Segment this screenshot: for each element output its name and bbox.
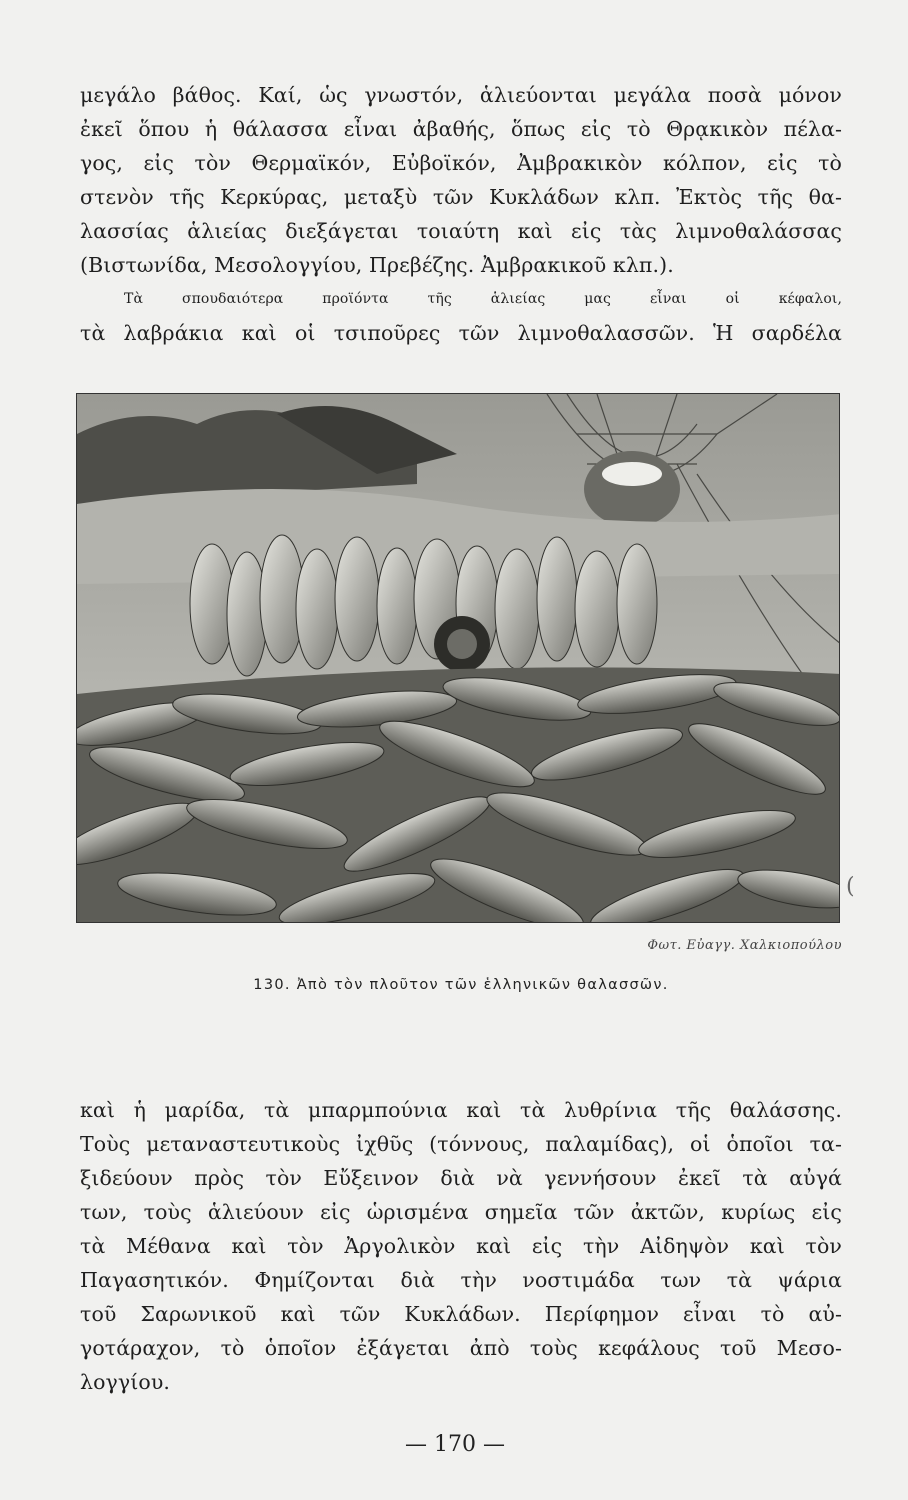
text-line: (Βιστωνίδα, Μεσολογγίου, Πρεβέζης. Ἀμβρακικοῦ κλπ.). (80, 253, 674, 277)
text-line: τοῦ Σαρωνικοῦ καὶ τῶν Κυκλάδων. Περίφημον εἶναι τὸ αὐ- (80, 1302, 842, 1326)
text-line: στενὸν τῆς Κερκύρας, μεταξὺ τῶν Κυκλάδων κλπ. Ἐκτὸς τῆς θα- (80, 185, 842, 209)
text-line: καὶ ἡ μαρίδα, τὰ μπαρμπούνια καὶ τὰ λυθρίνια τῆς θαλάσσης. (80, 1098, 842, 1122)
text-line: Τοὺς μεταναστευτικοὺς ἰχθῦς (τόννους, παλαμίδας), οἱ ὁποῖοι τα- (80, 1132, 842, 1156)
text-line: τὰ Μέθανα καὶ τὸν Ἀργολικὸν καὶ εἰς τὴν Αἰδηψὸν καὶ τὸν (80, 1234, 842, 1258)
text-line: γοτάραχον, τὸ ὁποῖον ἐξάγεται ἀπὸ τοὺς κεφάλους τοῦ Μεσο- (80, 1336, 842, 1360)
text-line: τὰ λαβράκια καὶ οἱ τσιποῦρες τῶν λιμνοθαλασσῶν. Ἡ σαρδέλα (80, 321, 842, 345)
text-line: λογγίου. (80, 1370, 170, 1394)
page-number: — 170 — (405, 1432, 505, 1457)
text-line: γος, εἰς τὸν Θερμαϊκόν, Εὐβοϊκόν, Ἀμβρακικὸν κόλπον, εἰς τὸ (80, 151, 842, 175)
margin-mark: ( (846, 874, 855, 899)
top-paragraph (80, 78, 842, 350)
bottom-paragraph (80, 1093, 842, 1399)
text-line: ἐκεῖ ὅπου ἡ θάλασσα εἶναι ἀβαθής, ὅπως εἰς τὸ Θρᾳκικὸν πέλα- (80, 117, 842, 141)
text-line: των, τοὺς ἁλιεύουν εἰς ὡρισμένα σημεῖα τῶν ἀκτῶν, κυρίως εἰς (80, 1200, 842, 1224)
text-line: μεγάλο βάθος. Καί, ὡς γνωστόν, ἁλιεύονται μεγάλα ποσὰ μόνον (80, 83, 842, 107)
text-line: ξιδεύουν πρὸς τὸν Εὔξεινον διὰ νὰ γεννήσουν ἐκεῖ τὰ αὐγά (80, 1166, 842, 1190)
text-line: Τὰ σπουδαιότερα προϊόντα τῆς ἁλιείας μας εἶναι οἱ κέφαλοι, (124, 291, 842, 307)
photo-caption: 130. Ἀπὸ τὸν πλοῦτον τῶν ἑλληνικῶν θαλασσῶν. (253, 977, 669, 993)
photo-credit: Φωτ. Εὐαγγ. Χαλκιοπούλου (647, 938, 842, 953)
text-line: Παγασητικόν. Φημίζονται διὰ τὴν νοστιμάδα των τὰ ψάρια (80, 1268, 842, 1292)
text-line: λασσίας ἁλιείας διεξάγεται τοιαύτη καὶ εἰς τὰς λιμνοθαλάσσας (80, 219, 842, 243)
fish-catch-photo (76, 393, 840, 923)
